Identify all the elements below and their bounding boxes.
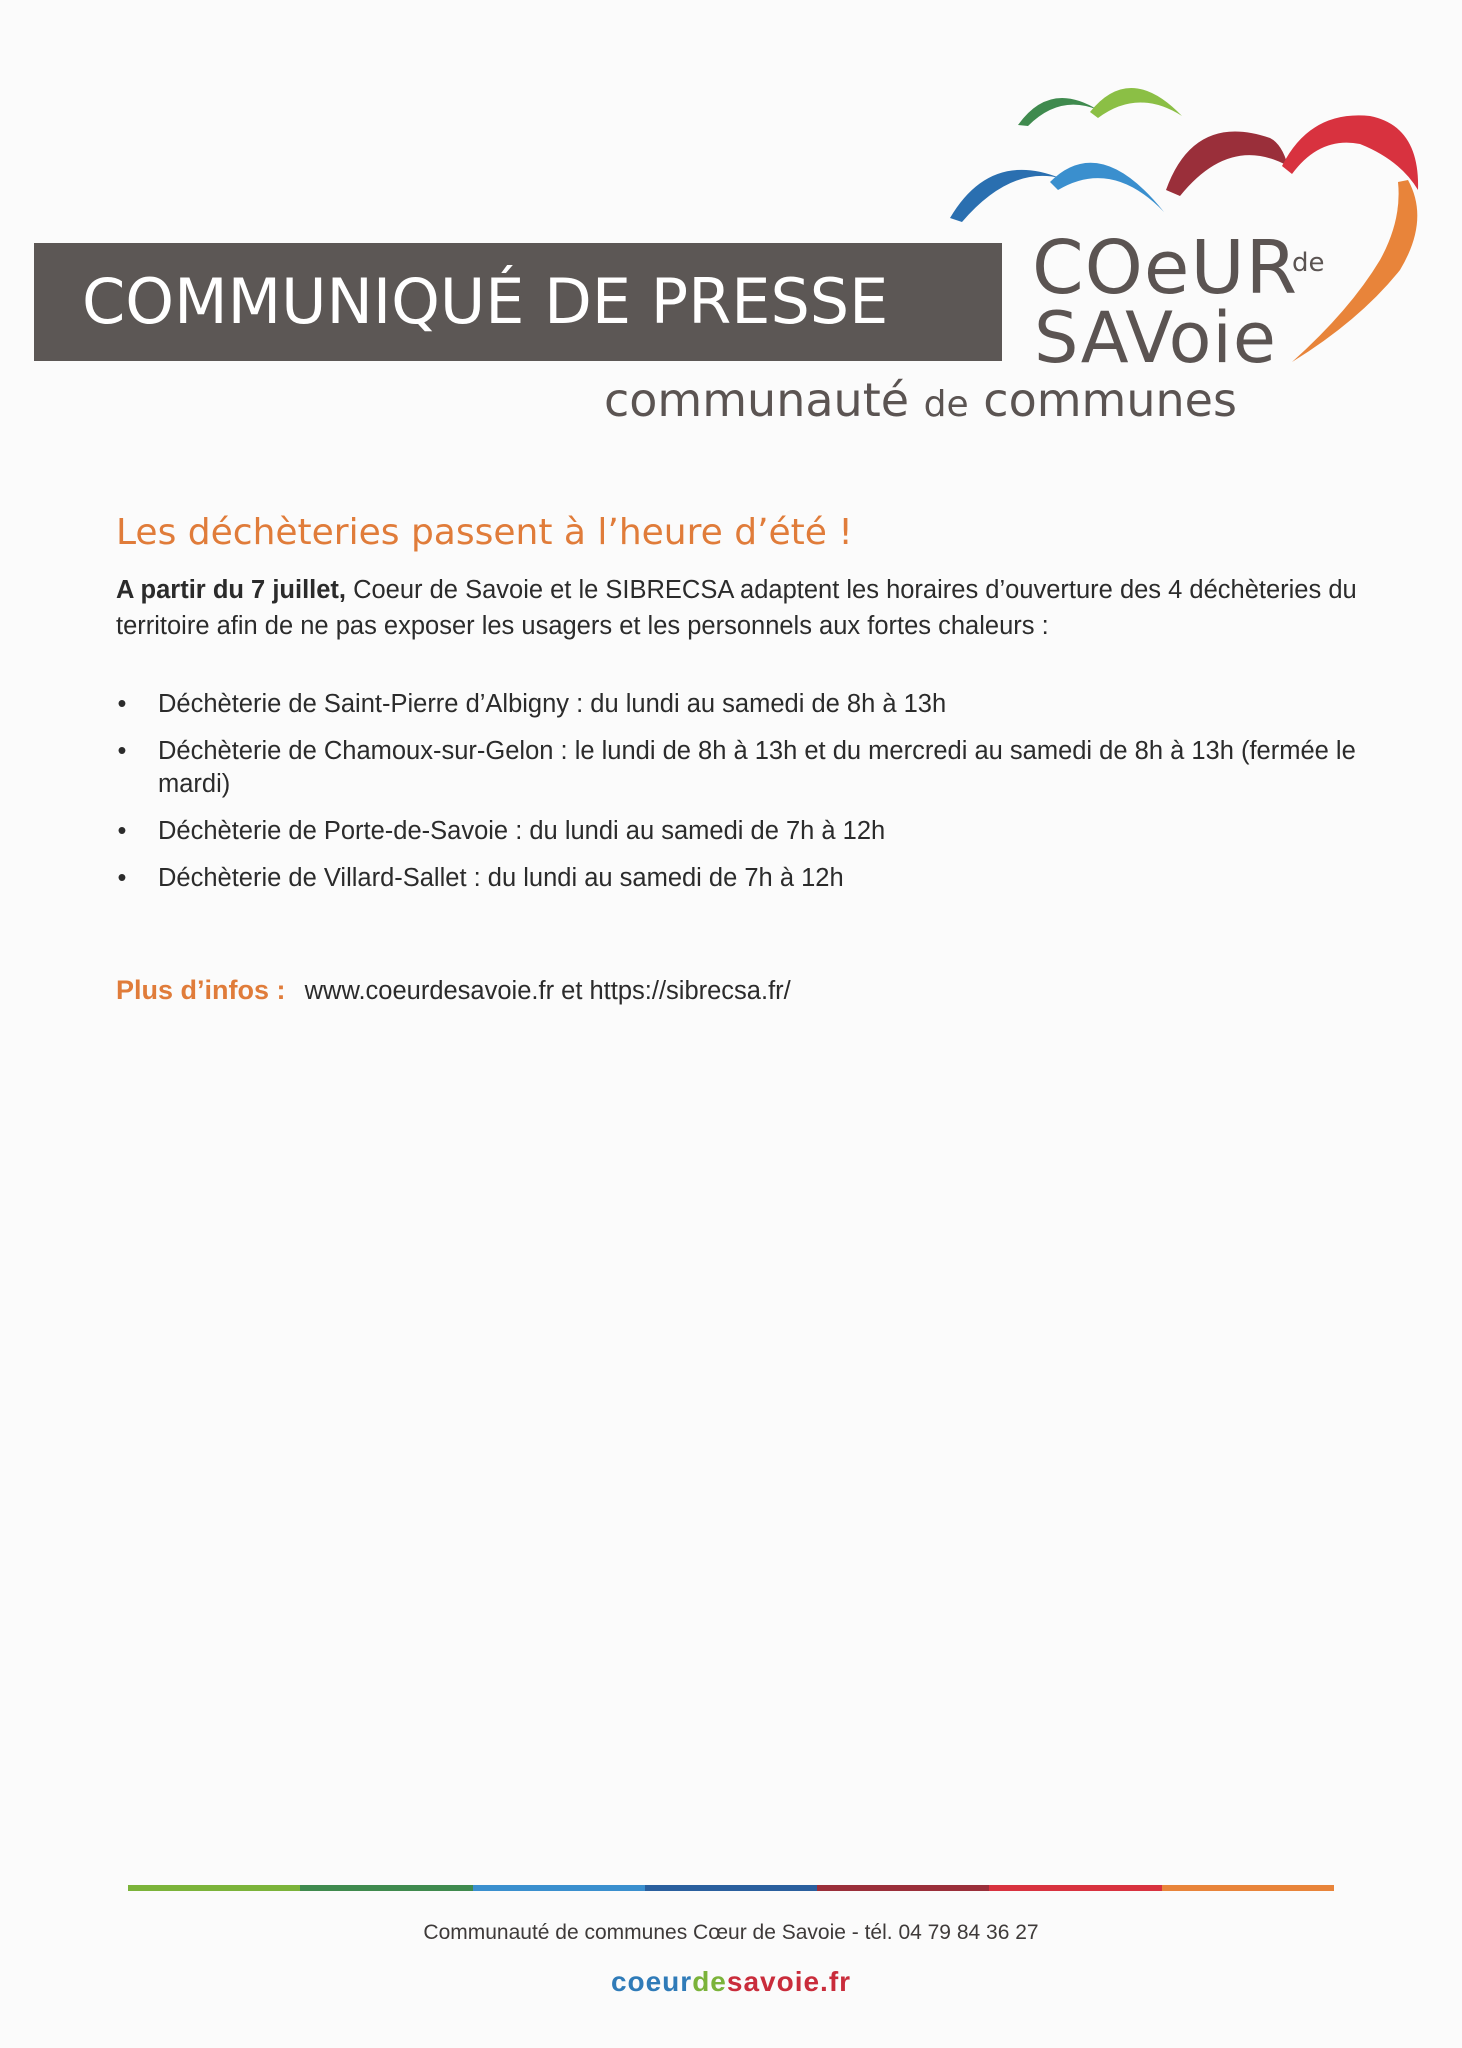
logo-word-de: de [1292, 248, 1325, 278]
bullet-icon: • [117, 690, 127, 718]
footer-bar-blue [473, 1885, 645, 1891]
press-release-banner [34, 243, 1002, 361]
logo-subtitle-part2: de [923, 384, 969, 425]
list-item-text: Déchèterie de Villard-Sallet : du lundi au samedi de 7h à 12h [158, 864, 844, 892]
footer-site-part1: coeur [610, 1966, 693, 1997]
bullet-icon: • [117, 817, 127, 845]
list-item [116, 862, 1366, 895]
banner-title: COMMUNIQUÉ DE PRESSE [82, 265, 889, 338]
bullet-icon: • [117, 737, 127, 765]
logo-word-coeur: COeUR [1032, 225, 1299, 311]
footer-website[interactable] [0, 1962, 1462, 2002]
footer-bar-dark-blue [645, 1885, 817, 1891]
footer-bar-orange [1162, 1885, 1334, 1891]
footer-site-part3: savoie.fr [726, 1966, 852, 1997]
logo-subtitle-part3: communes [983, 373, 1237, 427]
footer-bar-dark-green [300, 1885, 472, 1891]
list-item [116, 815, 1366, 848]
intro-bold: A partir du 7 juillet, [116, 576, 346, 604]
more-info [116, 970, 791, 1011]
headline: Les déchèteries passent à l’heure d’été ! [116, 512, 853, 553]
logo-word-savoie: SAVoie [1034, 297, 1277, 379]
footer-site-part2: de [692, 1966, 727, 1997]
footer-bar-red [989, 1885, 1161, 1891]
list-item [116, 688, 1366, 721]
list-item-text: Déchèterie de Chamoux-sur-Gelon : le lundi de 8h à 13h et du mercredi au samedi de 8h à 13h (fermée le mardi) [158, 737, 1356, 798]
list-item-text: Déchèterie de Porte-de-Savoie : du lundi au samedi de 7h à 12h [158, 817, 886, 845]
list-item [116, 735, 1366, 801]
more-info-links[interactable]: www.coeurdesavoie.fr et https://sibrecsa.fr/ [304, 977, 791, 1005]
footer-bar-dark-red [817, 1885, 989, 1891]
list-item-text: Déchèterie de Saint-Pierre d’Albigny : du lundi au samedi de 8h à 13h [158, 690, 947, 718]
more-info-label: Plus d’infos : [116, 975, 286, 1005]
schedule-list [116, 688, 1366, 909]
intro-text: Coeur de Savoie et le SIBRECSA adaptent les horaires d’ouverture des 4 déchèteries du territoire afin de ne pas exposer les usagers et les personnels aux fortes chaleurs : [116, 576, 1357, 640]
footer-bar-green [128, 1885, 300, 1891]
footer-color-bar [128, 1885, 1334, 1891]
logo-subtitle-part1: communauté [604, 373, 910, 427]
logo-subtitle [604, 372, 1237, 433]
footer-contact: Communauté de communes Cœur de Savoie - tél. 04 79 84 36 27 [423, 1921, 1039, 1944]
bullet-icon: • [117, 864, 127, 892]
intro-paragraph [116, 572, 1366, 644]
